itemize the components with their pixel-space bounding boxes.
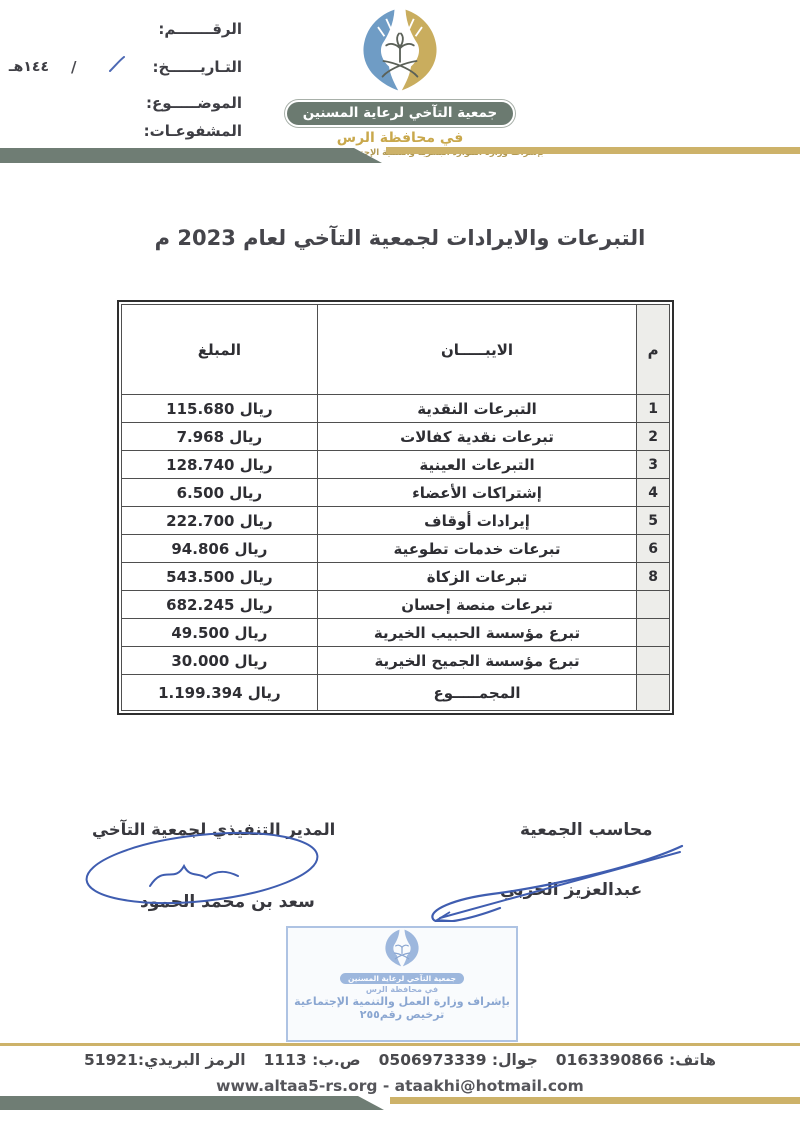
row-number-cell: [637, 675, 670, 711]
org-location: في محافظة الرس: [336, 130, 464, 146]
table-row: [122, 507, 670, 535]
stamp-ministry-line: بإشراف وزارة العمل والتنمية الإجتماعية: [294, 995, 510, 1008]
footer-web-email: www.altaa5-rs.org - ataakhi@hotmail.com: [216, 1077, 584, 1095]
stamp-org-name: جمعية التآخي لرعاية المسنين: [340, 973, 464, 984]
row-number-cell: 6: [637, 535, 670, 563]
row-description-cell: تبرعات الزكاة: [317, 563, 636, 591]
row-number-cell: [637, 591, 670, 619]
row-number-cell: [637, 619, 670, 647]
table-row: [122, 619, 670, 647]
table-row: [122, 563, 670, 591]
stamp-logo-icon: [376, 928, 428, 972]
header-sage-bar: [0, 148, 382, 163]
row-number-cell: 5: [637, 507, 670, 535]
director-title: المدير التنفيذي لجمعية التآخي: [92, 820, 336, 839]
row-description-cell: التبرعات النقدية: [317, 395, 636, 423]
table-row: [122, 647, 670, 675]
footer-phone: هاتف: 0163390866: [555, 1051, 717, 1069]
stamp-location: في محافظة الرس: [365, 985, 439, 994]
date-label: التـاريــــــخ:: [152, 58, 242, 76]
row-description-cell: تبرعات خدمات تطوعية: [317, 535, 636, 563]
footer-postal-code: الرمز البريدي:51921: [83, 1051, 246, 1069]
footer-gold-bar: [390, 1097, 800, 1104]
table-header-row: [122, 305, 670, 395]
donations-table-body: [122, 395, 670, 711]
handwritten-tick-icon: [107, 56, 127, 78]
accountant-title: محاسب الجمعية: [520, 820, 653, 840]
date-slash: /: [71, 58, 77, 76]
accountant-signature-icon: [420, 838, 692, 926]
director-signature-icon: [78, 826, 330, 916]
row-description-cell: تبرعات منصة إحسان: [317, 591, 636, 619]
table-row: [122, 423, 670, 451]
header-gold-bar: [386, 147, 800, 154]
row-amount-cell: 1.199.394 ريال: [122, 675, 318, 711]
total-row: [122, 675, 670, 711]
row-amount-cell: 115.680 ريال: [122, 395, 318, 423]
row-amount-cell: 543.500 ريال: [122, 563, 318, 591]
stamp-license-line: ترخيص رقم٢٥٥: [359, 1008, 445, 1021]
row-amount-cell: 128.740 ريال: [122, 451, 318, 479]
footer-gold-rule: [0, 1043, 800, 1046]
row-number-cell: [637, 647, 670, 675]
row-description-cell: تبرعات نقدية كفالات: [317, 423, 636, 451]
footer-pobox: ص.ب: 1113: [263, 1051, 361, 1069]
org-name-badge: جمعية التآخي لرعاية المسنين: [285, 100, 516, 127]
header-description: الايبـــــان: [317, 305, 636, 395]
date-hijri-year: ١٤٤هـ: [8, 59, 50, 75]
header-num: م: [637, 305, 670, 395]
header-amount: المبلغ: [122, 305, 318, 395]
accountant-name: عبدالعزيز الحربي: [500, 880, 643, 900]
number-label: الرقـــــــم:: [158, 20, 242, 38]
table-row: [122, 535, 670, 563]
director-name: سعد بن محمد الحمود: [140, 892, 315, 912]
row-number-cell: 8: [637, 563, 670, 591]
row-number-cell: 2: [637, 423, 670, 451]
row-amount-cell: 49.500 ريال: [122, 619, 318, 647]
row-amount-cell: 6.500 ريال: [122, 479, 318, 507]
row-amount-cell: 94.806 ريال: [122, 535, 318, 563]
row-amount-cell: 7.968 ريال: [122, 423, 318, 451]
table-row: [122, 591, 670, 619]
row-description-cell: إشتراكات الأعضاء: [317, 479, 636, 507]
footer-sage-bar: [0, 1096, 384, 1110]
page-title: التبرعات والايرادات لجمعية التآخي لعام 2023 م: [154, 226, 646, 250]
donations-table: [117, 300, 674, 715]
attachments-label: المشفوعـات:: [143, 122, 242, 140]
row-number-cell: 4: [637, 479, 670, 507]
date-value-area: [9, 56, 153, 78]
row-amount-cell: 682.245 ريال: [122, 591, 318, 619]
subject-label: الموضـــــوع:: [145, 94, 242, 112]
row-description-cell: التبرعات العينية: [317, 451, 636, 479]
table-row: [122, 395, 670, 423]
footer-mobile: جوال: 0506973339: [378, 1051, 538, 1069]
row-description-cell: تبرع مؤسسة الحبيب الخيرية: [317, 619, 636, 647]
association-logo-block: [200, 6, 600, 158]
row-amount-cell: 222.700 ريال: [122, 507, 318, 535]
hands-heart-logo-icon: [342, 6, 458, 98]
row-amount-cell: 30.000 ريال: [122, 647, 318, 675]
official-stamp: [286, 926, 518, 1042]
table-row: [122, 479, 670, 507]
row-description-cell: إيرادات أوقاف: [317, 507, 636, 535]
table-row: [122, 451, 670, 479]
row-number-cell: 1: [637, 395, 670, 423]
row-description-cell: المجمـــــوع: [317, 675, 636, 711]
row-number-cell: 3: [637, 451, 670, 479]
footer-contact-line: [0, 1051, 800, 1069]
row-description-cell: تبرع مؤسسة الجميح الخيرية: [317, 647, 636, 675]
